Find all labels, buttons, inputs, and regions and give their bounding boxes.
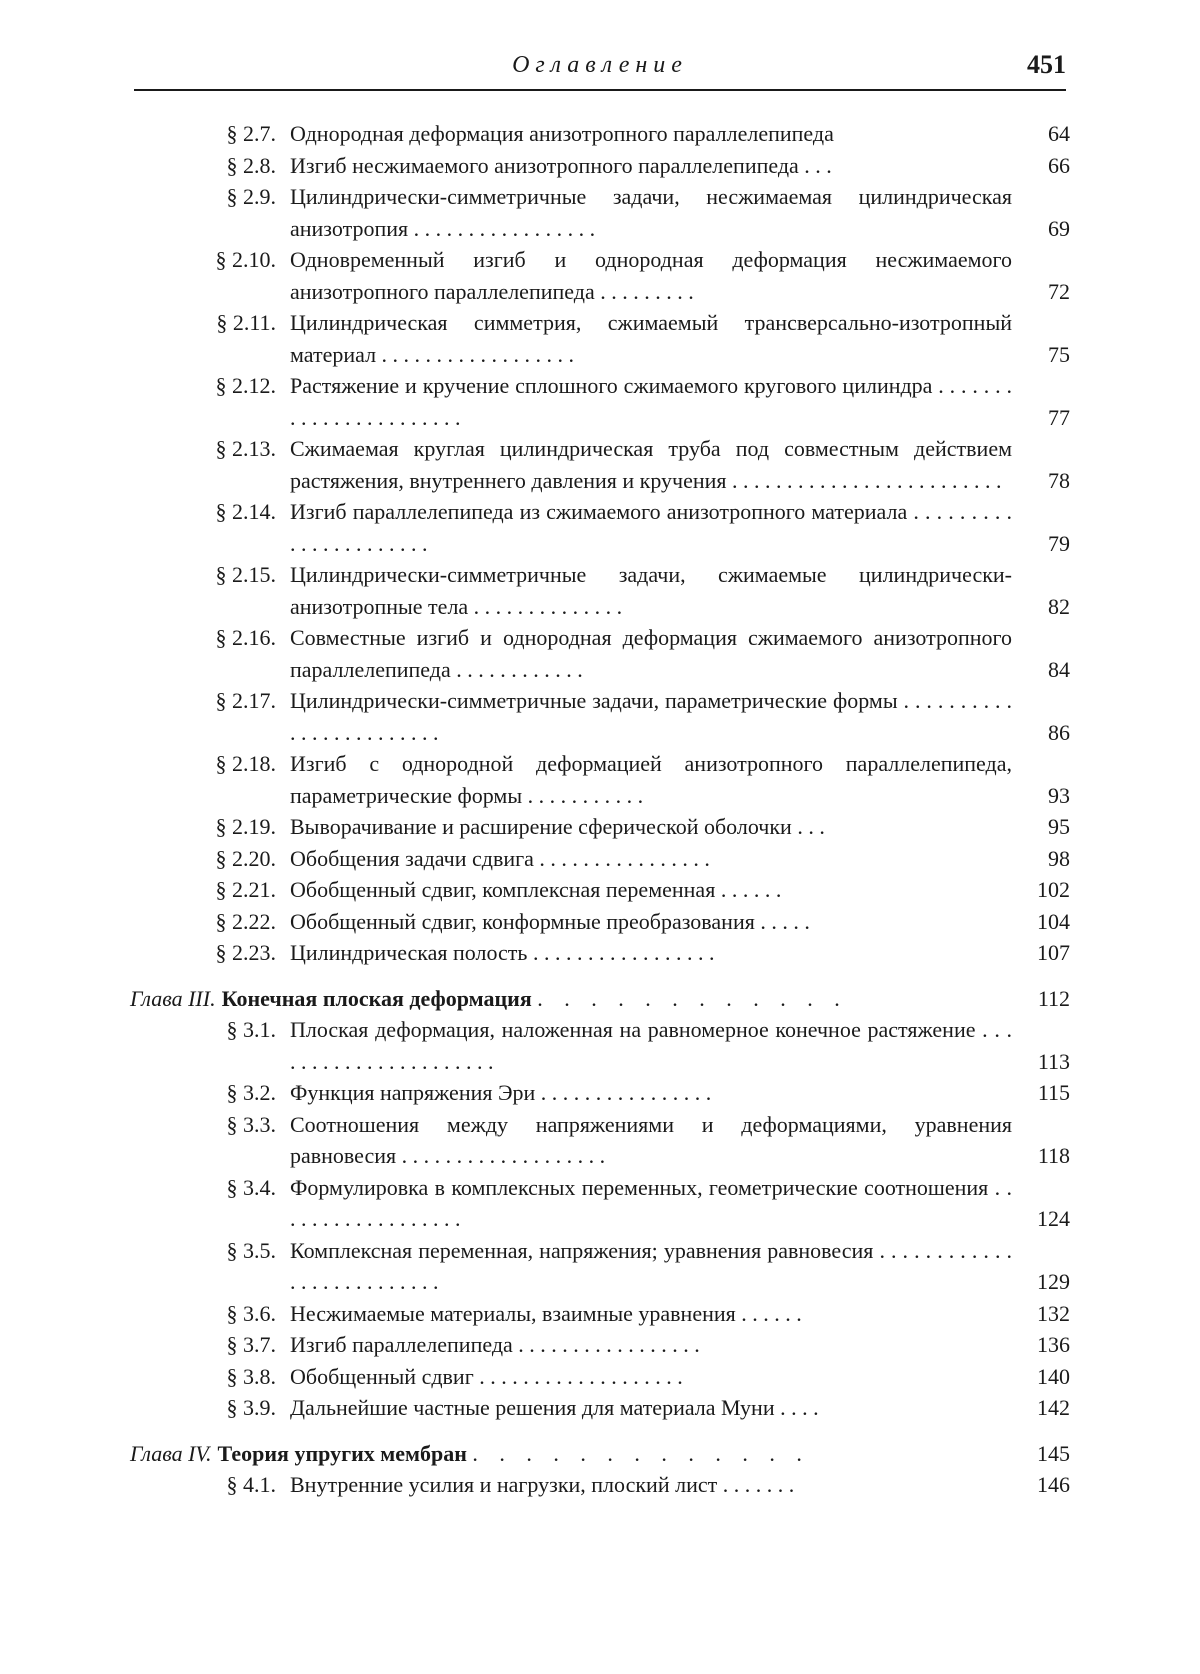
section-page: 84: [1048, 656, 1070, 682]
section-page: 132: [1037, 1300, 1070, 1326]
section-number: § 2.10.: [215, 247, 276, 272]
toc-entry: [130, 937, 1070, 969]
section-title: Соотношения между напряжениями и деформациями, уравнения равновесия . . . . . . . . . . . . . . . . . . .: [290, 1111, 1012, 1168]
section-page: 78: [1048, 467, 1070, 493]
section-page: 69: [1048, 215, 1070, 241]
section-page: 79: [1048, 530, 1070, 556]
section-page: 86: [1048, 719, 1070, 745]
section-title: Цилиндрически-симметричные задачи, несжимаемая цилиндрическая анизотропия . . . . . . . . . . . . . . . . .: [290, 184, 1012, 241]
chapter-page: 112: [1037, 985, 1070, 1011]
section-number: § 3.9.: [226, 1395, 276, 1420]
section-title: Обобщенный сдвиг, конформные преобразования . . . . .: [290, 908, 810, 934]
toc-entry: [130, 1469, 1070, 1501]
section-title: Растяжение и кручение сплошного сжимаемого кругового цилиндра . . . . . . . . . . . . . . . . . . . . . . .: [290, 373, 1012, 430]
section-number: § 2.20.: [215, 845, 276, 871]
toc-entry: [130, 622, 1070, 685]
toc-entry: [130, 748, 1070, 811]
chapter-label: Глава IV.: [130, 1440, 212, 1466]
chapter-2-sections: [130, 118, 1070, 969]
section-title: Плоская деформация, наложенная на равномерное конечное растяжение . . . . . . . . . . . . . . . . . . . . . .: [290, 1017, 1012, 1074]
toc-entry: [130, 1298, 1070, 1330]
section-number: § 2.7.: [226, 121, 276, 146]
section-title: Изгиб с однородной деформацией анизотропного параллелепипеда, параметрические формы . . . . . . . . . . .: [290, 751, 1012, 808]
section-title: Обобщенный сдвиг . . . . . . . . . . . . . . . . . . .: [290, 1363, 683, 1389]
section-page: 115: [1037, 1080, 1070, 1105]
chapter-3-heading: [130, 983, 1070, 1015]
chapter-4-sections: [130, 1469, 1070, 1501]
section-page: 82: [1048, 593, 1070, 619]
section-title: Изгиб несжимаемого анизотропного параллелепипеда . . .: [290, 152, 832, 178]
toc-entry: [130, 1329, 1070, 1361]
section-title: Обобщенный сдвиг, комплексная переменная . . . . . .: [290, 877, 782, 902]
section-number: § 3.7.: [226, 1332, 276, 1357]
section-title: Внутренние усилия и нагрузки, плоский лист . . . . . . .: [290, 1472, 795, 1497]
section-page: 146: [1037, 1472, 1070, 1497]
section-page: 64: [1048, 121, 1070, 146]
section-page: 113: [1037, 1048, 1070, 1074]
chapter-title: Теория упругих мембран . . . . . . . . . . . . .: [217, 1440, 810, 1466]
section-title: Функция напряжения Эри . . . . . . . . . . . . . . . .: [290, 1080, 712, 1105]
section-number: § 2.21.: [215, 877, 276, 902]
section-title: Изгиб параллелепипеда . . . . . . . . . . . . . . . . .: [290, 1332, 700, 1357]
section-page: 124: [1037, 1206, 1070, 1231]
chapter-4-heading: [130, 1438, 1070, 1470]
toc-entry: [130, 1109, 1070, 1172]
toc-entry: [130, 118, 1070, 150]
section-title: Комплексная переменная, напряжения; уравнения равновесия . . . . . . . . . . . . . . . . . . . . . . . . . .: [290, 1237, 1012, 1294]
section-number: § 2.9.: [226, 184, 276, 209]
section-title: Одновременный изгиб и однородная деформация несжимаемого анизотропного параллелепипеда . . . . . . . . .: [290, 247, 1012, 304]
section-page: 93: [1048, 782, 1070, 808]
toc-entry: [130, 559, 1070, 622]
section-title: Однородная деформация анизотропного параллелепипеда: [290, 121, 834, 146]
section-number: § 2.14.: [215, 499, 276, 524]
section-number: § 4.1.: [226, 1472, 276, 1497]
section-number: § 2.13.: [215, 436, 276, 461]
toc-entry: [130, 906, 1070, 938]
section-page: 140: [1037, 1363, 1070, 1389]
section-page: 107: [1037, 940, 1070, 965]
section-number: § 2.12.: [215, 373, 276, 398]
header-rule: [134, 89, 1066, 91]
section-number: § 3.5.: [226, 1237, 276, 1263]
toc-entry: [130, 1235, 1070, 1298]
toc-entry: [130, 150, 1070, 182]
toc-entry: [130, 1392, 1070, 1424]
toc-entry: [130, 496, 1070, 559]
toc-entry: [130, 811, 1070, 843]
section-number: § 2.19.: [215, 814, 276, 839]
section-title: Цилиндрическая симметрия, сжимаемый трансверсально-изотропный материал . . . . . . . . . . . . . . . . . .: [290, 310, 1012, 367]
section-page: 72: [1048, 278, 1070, 304]
section-title: Сжимаемая круглая цилиндрическая труба под совместным действием растяжения, внутреннего давления и кручения . . . . . . . . . . . . . . . . . . . . . . . . .: [290, 436, 1012, 493]
chapter-3-sections: [130, 1014, 1070, 1424]
section-number: § 3.1.: [226, 1017, 276, 1042]
section-page: 129: [1037, 1269, 1070, 1294]
section-page: 118: [1037, 1143, 1070, 1168]
section-number: § 2.15.: [215, 562, 276, 587]
section-title: Цилиндрически-симметричные задачи, сжимаемые цилиндрически-анизотропные тела . . . . . . . . . . . . . .: [290, 562, 1012, 619]
chapter-label: Глава III.: [130, 985, 216, 1011]
toc-entry: [130, 685, 1070, 748]
toc-entry: [130, 874, 1070, 906]
section-number: § 2.23.: [215, 940, 276, 965]
section-number: § 3.2.: [226, 1080, 276, 1105]
section-number: § 2.22.: [215, 908, 276, 934]
toc-entry: [130, 181, 1070, 244]
section-page: 75: [1048, 341, 1070, 367]
toc-entry: [130, 1014, 1070, 1077]
section-title: Дальнейшие частные решения для материала Муни . . . .: [290, 1395, 819, 1420]
section-number: § 2.18.: [215, 751, 276, 776]
section-page: 98: [1048, 845, 1070, 871]
section-number: § 2.16.: [215, 625, 276, 650]
section-page: 102: [1037, 877, 1070, 902]
section-number: § 2.11.: [216, 310, 276, 335]
section-title: Совместные изгиб и однородная деформация сжимаемого анизотропного параллелепипеда . . . . . . . . . . . .: [290, 625, 1012, 682]
section-title: Цилиндрически-симметричные задачи, параметрические формы . . . . . . . . . . . . . . . . . . . . . . . .: [290, 688, 1012, 745]
section-title: Выворачивание и расширение сферической оболочки . . .: [290, 814, 825, 839]
section-number: § 3.3.: [226, 1111, 276, 1137]
section-number: § 3.6.: [226, 1300, 276, 1326]
section-page: 95: [1048, 814, 1070, 839]
toc-entry: [130, 843, 1070, 875]
section-title: Формулировка в комплексных переменных, геометрические соотношения . . . . . . . . . . . . . . . . . .: [290, 1174, 1012, 1231]
toc-entry: [130, 307, 1070, 370]
chapter-leader: . . . . . . . . . . . .: [537, 985, 848, 1011]
section-title: Несжимаемые материалы, взаимные уравнения . . . . . .: [290, 1300, 802, 1326]
toc-entry: [130, 244, 1070, 307]
toc-entry: [130, 370, 1070, 433]
section-page: 66: [1048, 152, 1070, 178]
section-page: 142: [1037, 1395, 1070, 1420]
toc-entry: [130, 433, 1070, 496]
section-number: § 2.17.: [215, 688, 276, 713]
section-title: Изгиб параллелепипеда из сжимаемого анизотропного материала . . . . . . . . . . . . . . . . . . . . . .: [290, 499, 1012, 556]
section-page: 104: [1037, 908, 1070, 934]
toc-entry: [130, 1172, 1070, 1235]
chapter-leader: . . . . . . . . . . . . .: [472, 1440, 810, 1466]
toc-entry: [130, 1077, 1070, 1109]
chapter-page: 145: [1037, 1440, 1070, 1466]
section-number: § 3.8.: [226, 1363, 276, 1389]
section-number: § 3.4.: [226, 1174, 276, 1200]
section-title: Цилиндрическая полость . . . . . . . . . . . . . . . . .: [290, 940, 715, 965]
page-number: 451: [1027, 50, 1066, 79]
section-title: Обобщения задачи сдвига . . . . . . . . . . . . . . . .: [290, 845, 710, 871]
section-page: 136: [1037, 1332, 1070, 1357]
running-header: [134, 48, 1066, 88]
section-number: § 2.8.: [226, 152, 276, 178]
section-page: 77: [1048, 404, 1070, 430]
header-title: Оглавление: [512, 52, 688, 78]
table-of-contents: [130, 118, 1070, 1501]
chapter-title: Конечная плоская деформация . . . . . . . . . . . .: [221, 985, 848, 1011]
toc-entry: [130, 1361, 1070, 1393]
